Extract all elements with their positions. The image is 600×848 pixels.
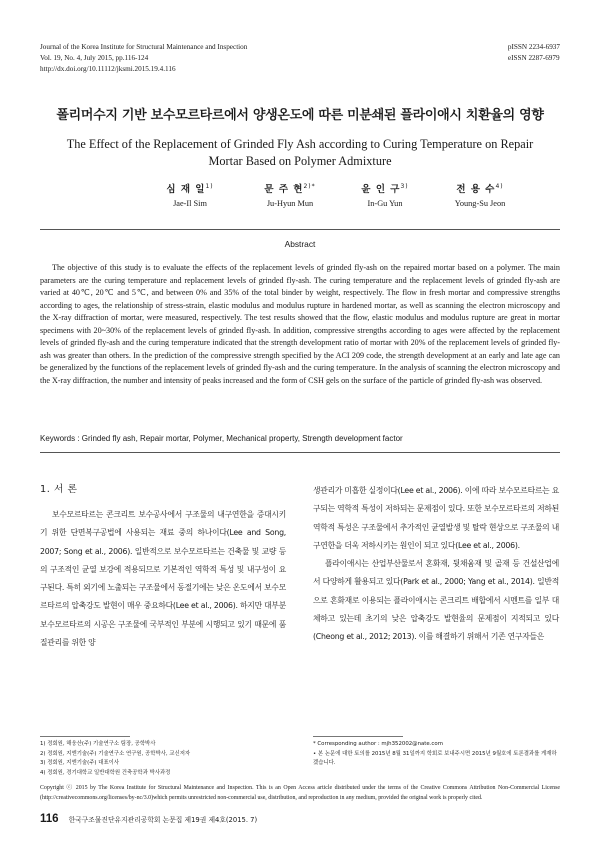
eissn: eISSN 2287-6979	[507, 54, 560, 62]
journal-header	[40, 42, 247, 75]
paragraph: 플라이애시는 산업부산물로서 혼화재, 뒷채움재 및 골재 등 건설산업에서 다양하게 활용되고 있다(Park et al., 2000; Yang et al., 2014). 일반적으로 혼화재로 이용되는 플라이애시는 콘크리트 배합에서 시멘트를 일부 대체하고 있는데 초기의 낮은 압축강도 발현율의 문제점이 지적되고 있다(Cheong et al., 2012; 2013). 이를 해결하기 위해서 기존 연구자들은	[313, 559, 559, 642]
issn-block	[508, 42, 560, 64]
page-number: 116	[40, 813, 59, 825]
paragraph: 보수모르타르는 콘크리트 보수공사에서 구조물의 내구연한을 증대시키기 위한 단면복구공법에 사용되는 재료 중의 하나이다(Lee and Song, 2007; Song et al., 2006). 일반적으로 보수모르타르는 건축물 및 교량 등의 구조적인 균열 보강에 적용되므로 기본적인 역학적 특성 및 내구성이 요구된다. 특히 외기에 노출되는 구조물에서 동절기에는 낮은 온도에서 보수모르타르의 압축강도 발현이 매우 중요하다(Lee et al., 2006). 하지만 대부분 보수모르타르의 시공은 구조물에 국부적인 부분에 시행되고 있기 때문에 품질관리를 위한 양	[40, 510, 286, 648]
author-affil-mark: 3)	[400, 182, 409, 190]
footnote-rule	[313, 736, 403, 737]
corresponding-footnotes	[313, 740, 559, 769]
paragraph: 생관리가 미흡한 실정이다(Lee et al., 2006). 이에 따라 보수모르타르는 요구되는 역학적 특성이 저하되는 문제점이 있다. 또한 보수모르타르의 저하된 역학적 특성은 구조물에서 추가적인 균열발생 및 탈락 현상으로 구조물의 내구연한을 더욱 저하시키는 원인이 되고 있다(Lee et al., 2006).	[313, 486, 559, 550]
section-heading: 1. 서 론	[40, 484, 78, 495]
title-korean: 폴리머수지 기반 보수모르타르에서 양생온도에 따른 미분쇄된 플라이애시 치환율의 영향	[56, 108, 544, 123]
pissn: pISSN 2234-6937	[507, 43, 560, 51]
footer-journal: 한국구조물진단유지관리공학회 논문집 제19권 제4호(2015. 7)	[68, 816, 258, 824]
abstract-body: The objective of this study is to evaluate the effects of the replacement levels of grinded fly-ash on the repaired mortar based on a polymer. The main parameters are the curing temperature and replacement levels of grinded fly-ash. The curing temperature and the replacement levels of grinded fly-ash are varied at 40℃, 20℃ and 5℃, and between 0% and 35% of the total binder by weight, respectively. The flow in fresh mortar and compressive strengths according to ages, the relationship of stress-strain, elastic modulus and modulus rupture in hardened mortar, as well as scanning the electron microscopy and the X-ray diffraction of mortar, were measured, respectively. The test results showed that the flow, elastic modulus and modulus rupture are great in mortar specimens with 20~30% of the replacement levels of grinded fly-ash. In addition, compressive strengths according to ages were affected by the replacement levels of grinded fly-ash and the curing temperature indicated that the strength development ratio of mortar with 20% of the replacement levels of grinded fly-ash was greater than others. In the prediction of the compressive strength specified by the ACI 209 code, the strength development at an early and late age can be generalized by the functions of the replacement levels of grinded fly-ash and the curing temperature. In the analysis of scanning the electron microscopy and the X-ray diffraction, the number and intensity of peaks increased and the form of CSH gels on the surface of the particle of grinded fly-ash was observed.	[40, 263, 560, 385]
author	[420, 181, 540, 208]
page-footer	[40, 810, 257, 828]
author-affil-mark: 1)	[205, 182, 214, 190]
author-name-ko: 윤 인 구	[361, 184, 401, 195]
author-name-en: Young-Su Jeon	[454, 199, 506, 208]
author-name-ko: 문 주 현	[264, 184, 304, 195]
footnote-rule	[40, 736, 130, 737]
body-column-right	[313, 482, 559, 647]
doi-link[interactable]: http://dx.doi.org/10.11112/jksmi.2015.19.4.116	[40, 65, 176, 73]
title-english: The Effect of the Replacement of Grinded Fly Ash according to Curing Temperature on Repair Mortar Based on Polymer Admixture	[66, 137, 534, 168]
abstract-bottom-rule	[40, 452, 560, 453]
journal-name: Journal of the Korea Institute for Structural Maintenance and Inspection	[40, 43, 248, 51]
author-list	[0, 181, 600, 221]
footnote: 4) 정회원, 경기대학교 일반대학원 건축공학과 박사과정	[40, 769, 171, 776]
author-affil-mark: 2)*	[303, 182, 316, 190]
footnote: 1) 정회원, 해웅산(주) 기술연구소 팀장, 공학박사	[40, 741, 156, 747]
affiliation-footnotes	[40, 740, 190, 778]
author-name-ko: 심 재 일	[166, 184, 206, 195]
body-column-left	[40, 482, 286, 652]
author-affil-mark: 4)	[495, 182, 504, 190]
abstract-top-rule	[40, 229, 560, 230]
footnote: 3) 정회원, 지엔기술(주) 대표이사	[40, 760, 120, 767]
author-name-en: In-Gu Yun	[367, 199, 403, 208]
author-name-ko: 전 용 수	[456, 184, 496, 195]
copyright-notice: Copyright ⓒ 2015 by The Korea Institute for Structural Maintenance and Inspection. This is an Open Access article distributed under the terms of the Creative Commons Attribution Non-Commercial License (http://creativecommons.org/licenses/by-nc/3.0)which permits unrestricted non-commercial use, distribution, and reproduction in any medium, provided the original work is properly cited.	[40, 785, 560, 801]
footnote: 2) 정회원, 지엔기술(주) 기술연구소 연구원, 공학박사, 교신저자	[40, 750, 191, 757]
journal-volume: Vol. 19, No. 4, July 2015, pp.116-124	[40, 54, 149, 62]
abstract-heading: Abstract	[284, 239, 316, 249]
author-name-en: Ju-Hyun Mun	[266, 199, 314, 208]
footnote: * Corresponding author : mjh352002@nate.com	[313, 741, 443, 747]
keywords: Keywords : Grinded fly ash, Repair mortar, Polymer, Mechanical property, Strength development factor	[40, 434, 403, 443]
footnote: • 본 논문에 대한 토의를 2015년 8월 31일까지 학회로 보내주시면 2015년 9월호에 토론결과를 게재하겠습니다.	[313, 750, 557, 767]
author-name-en: Jae-Il Sim	[173, 199, 207, 208]
